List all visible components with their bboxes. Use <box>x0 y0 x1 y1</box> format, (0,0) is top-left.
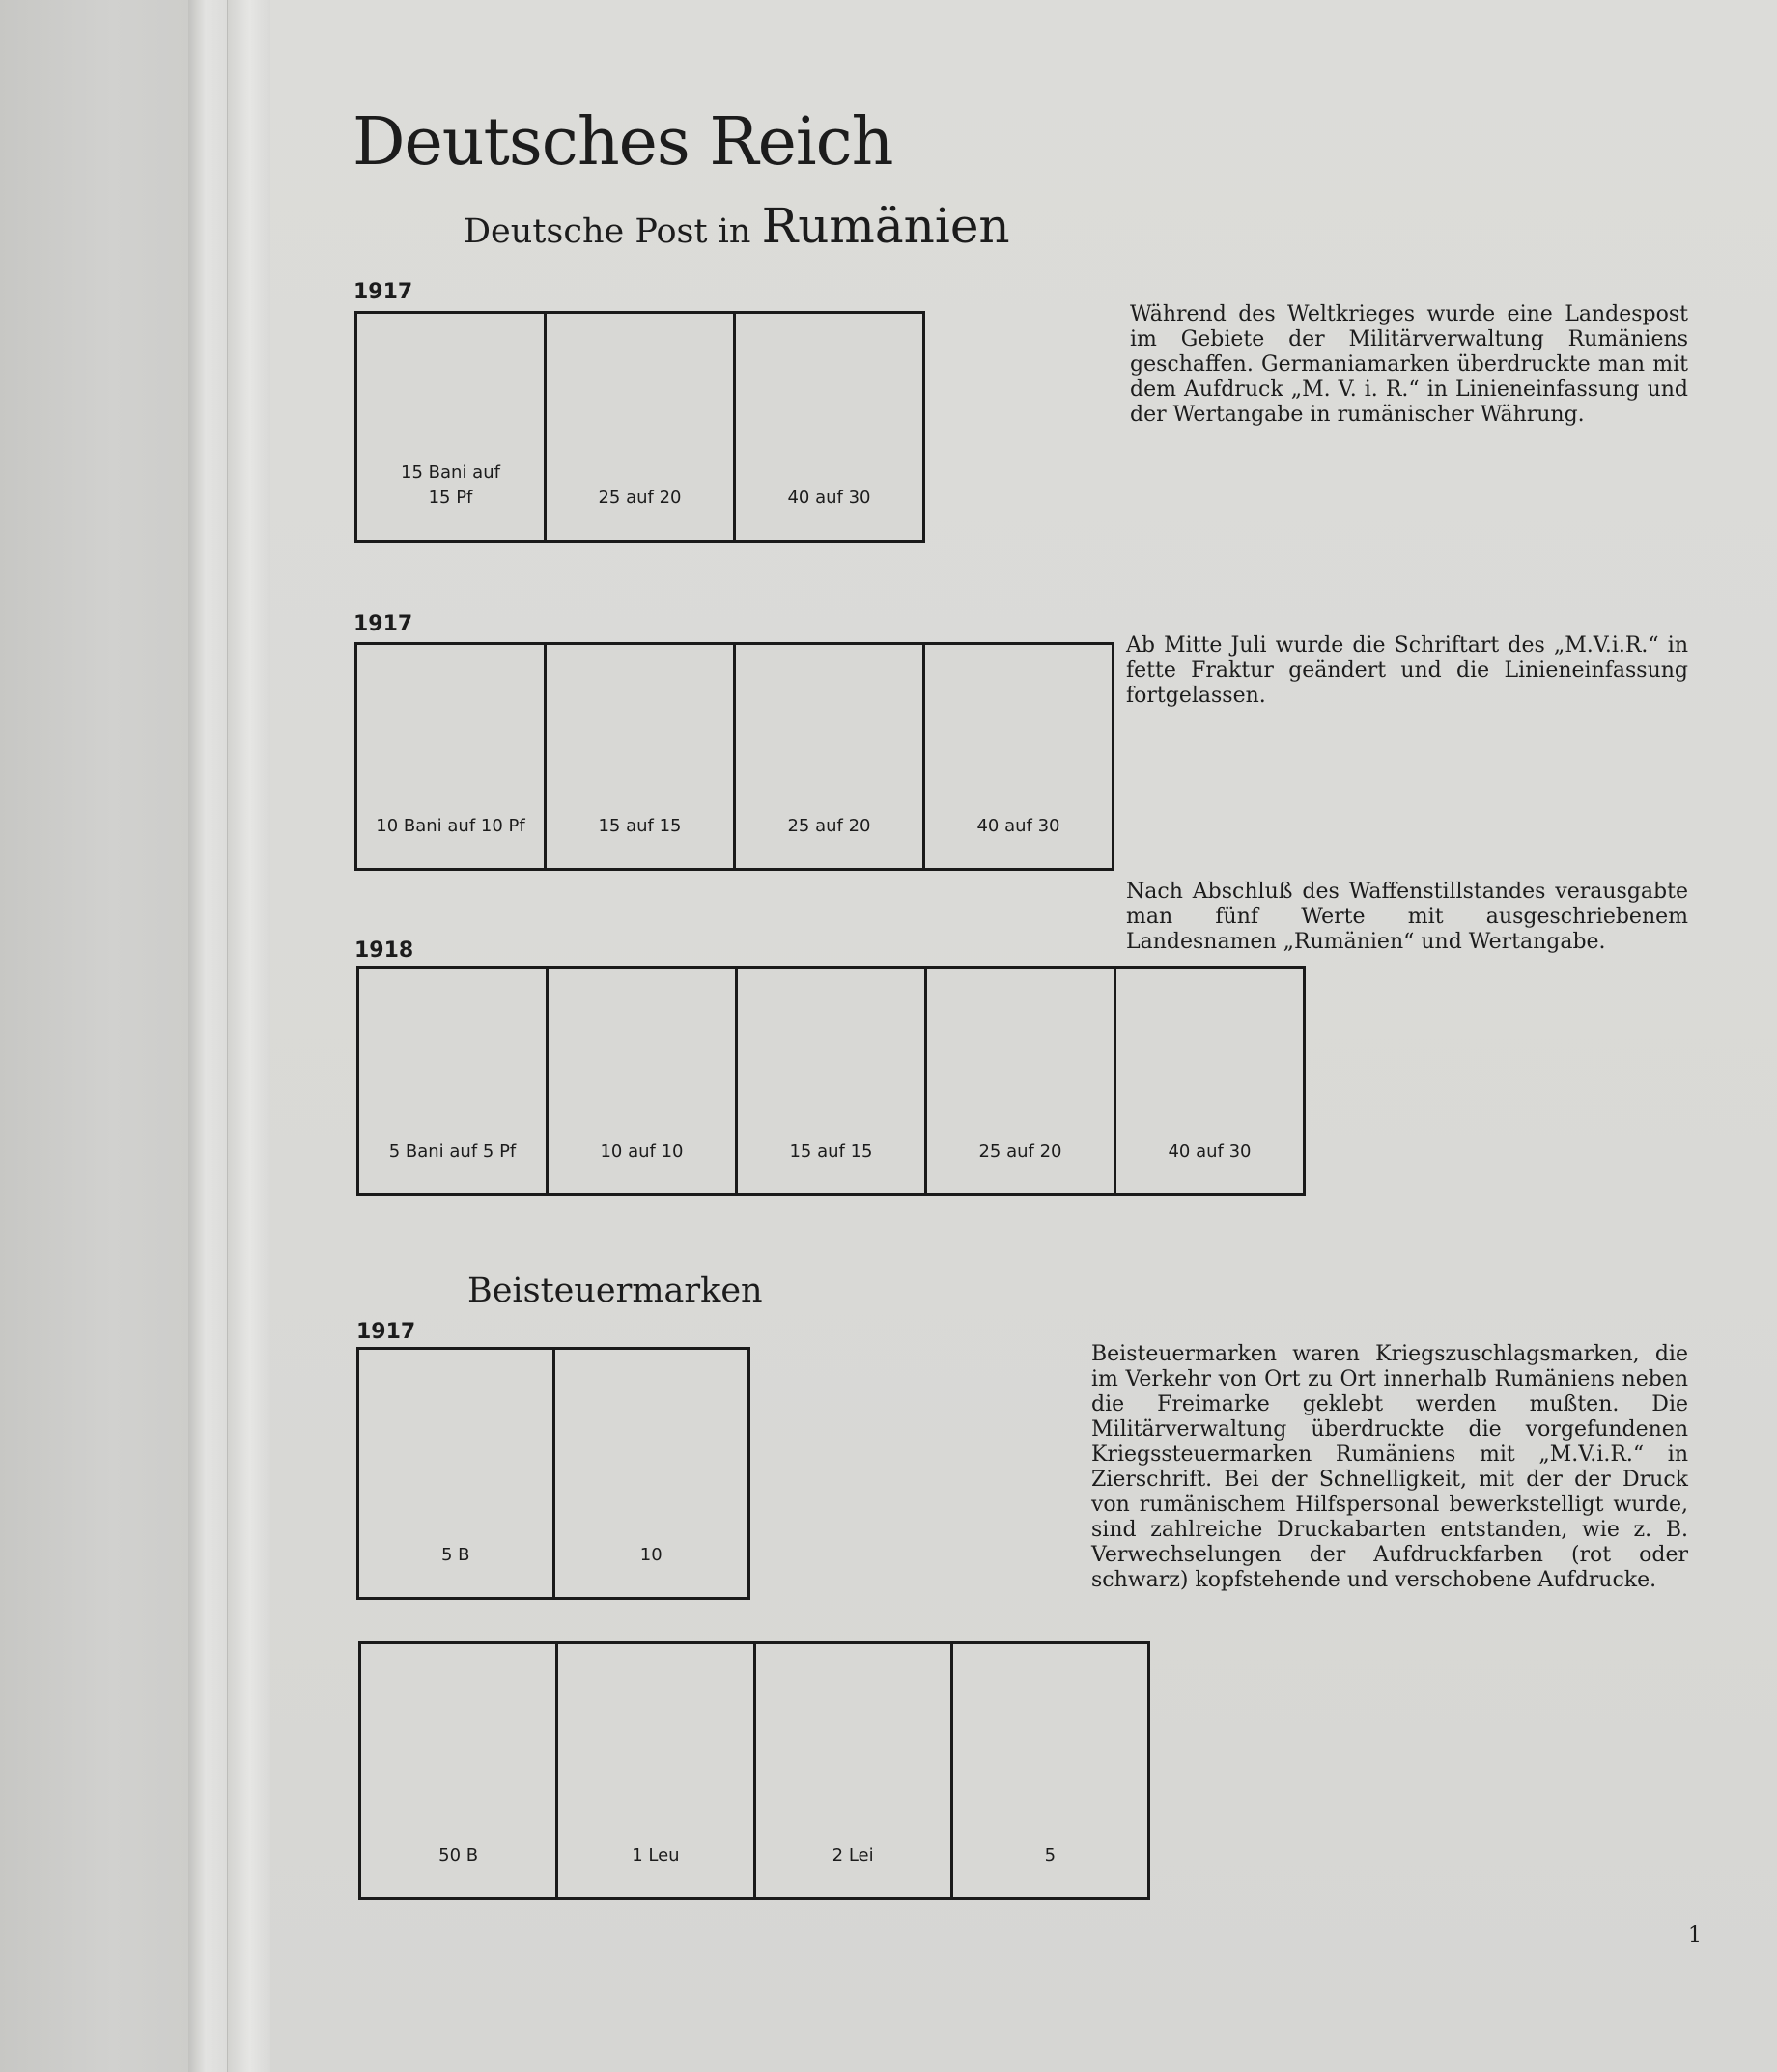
stamp-label: 1 Leu <box>632 1845 680 1865</box>
group-3-stamp-row <box>356 966 1306 1196</box>
stamp-label: 15 auf 15 <box>598 816 682 836</box>
stamp-space <box>1116 969 1303 1193</box>
stamp-label: 5 <box>1044 1845 1057 1865</box>
stamp-space <box>953 1644 1147 1897</box>
page-subtitle <box>464 198 1010 254</box>
stamp-space <box>927 969 1116 1193</box>
subtitle-country: Rumänien <box>761 198 1010 254</box>
stamp-label: 5 B <box>440 1545 470 1565</box>
stamp-space <box>547 314 736 540</box>
stamp-label: 2 Lei <box>832 1845 874 1865</box>
page-number: 1 <box>1688 1923 1702 1947</box>
paragraph-4: Beisteuermarken waren Kriegszuschlagsmarken, die im Verkehr von Ort zu Ort innerhalb Rumäniens neben die Freimarke geklebt werden mußten. Die Militärverwaltung überdruckte die vorgefundenen Kriegssteuermarken Rumäniens mit „M.V.i.R.“ in Zierschrift. Bei der Schnelligkeit, mit der der Druck von rumänischem Hilfspersonal bewerkstelligt wurde, sind zahlreiche Druckabarten entstanden, wie z. B. Verwechselungen der Aufdruckfarben (rot oder schwarz) kopfstehende und verschobene Aufdrucke. <box>1091 1342 1688 1592</box>
stamp-space <box>547 645 736 868</box>
stamp-space <box>555 1350 748 1597</box>
beisteuer-stamp-row-1 <box>356 1347 750 1600</box>
stamp-label: 10 Bani auf 10 Pf <box>376 816 525 836</box>
beisteuer-year: 1917 <box>356 1320 416 1344</box>
stamp-space <box>736 645 925 868</box>
stamp-label: 5 Bani auf 5 Pf <box>388 1141 517 1162</box>
stamp-space <box>558 1644 755 1897</box>
group-3-year: 1918 <box>354 938 414 963</box>
section-heading-beisteuermarken: Beisteuermarken <box>467 1272 763 1310</box>
stamp-space <box>361 1644 558 1897</box>
group-1-stamp-row <box>354 311 925 543</box>
group-2-year: 1917 <box>353 612 413 636</box>
stamp-label: 15 Bani auf 15 Pf <box>401 462 500 508</box>
paragraph-2: Ab Mitte Juli wurde die Schriftart des „M.V.i.R.“ in fette Fraktur geändert und die Linieneinfassung fortgelassen. <box>1126 633 1688 708</box>
stamp-space <box>756 1644 953 1897</box>
stamp-space <box>359 969 549 1193</box>
book-spine <box>188 0 227 2072</box>
paragraph-1: Während des Weltkrieges wurde eine Landespost im Gebiete der Militärverwaltung Rumäniens geschaffen. Germaniamarken überdruckte man mit dem Aufdruck „M. V. i. R.“ in Linieneinfassung und der Wertangabe in rumänischer Währung. <box>1130 302 1688 427</box>
stamp-space <box>359 1350 555 1597</box>
left-page-edge <box>0 0 188 2072</box>
stamp-label: 10 <box>639 1545 663 1565</box>
paragraph-3: Nach Abschluß des Waffenstillstandes verausgabte man fünf Werte mit ausgeschriebenem Landesnamen „Rumänien“ und Wertangabe. <box>1126 880 1688 954</box>
stamp-label: 25 auf 20 <box>978 1141 1062 1162</box>
stamp-space <box>925 645 1112 868</box>
stamp-label: 10 auf 10 <box>600 1141 684 1162</box>
binding-strip <box>227 0 271 2072</box>
stamp-space <box>738 969 927 1193</box>
stamp-label: 40 auf 30 <box>976 816 1060 836</box>
stamp-label: 40 auf 30 <box>787 488 871 508</box>
stamp-label: 25 auf 20 <box>787 816 871 836</box>
page-title: Deutsches Reich <box>353 104 893 181</box>
group-1-year: 1917 <box>353 280 413 304</box>
stamp-label: 40 auf 30 <box>1168 1141 1252 1162</box>
group-2-stamp-row <box>354 642 1114 871</box>
stamp-label: 25 auf 20 <box>598 488 682 508</box>
stamp-space <box>549 969 738 1193</box>
stamp-label: 15 auf 15 <box>789 1141 873 1162</box>
beisteuer-stamp-row-2 <box>358 1641 1150 1900</box>
stamp-space <box>736 314 922 540</box>
subtitle-prefix: Deutsche Post in <box>464 212 751 251</box>
stamp-label: 50 B <box>438 1845 479 1865</box>
stamp-space <box>357 314 547 540</box>
stamp-space <box>357 645 547 868</box>
